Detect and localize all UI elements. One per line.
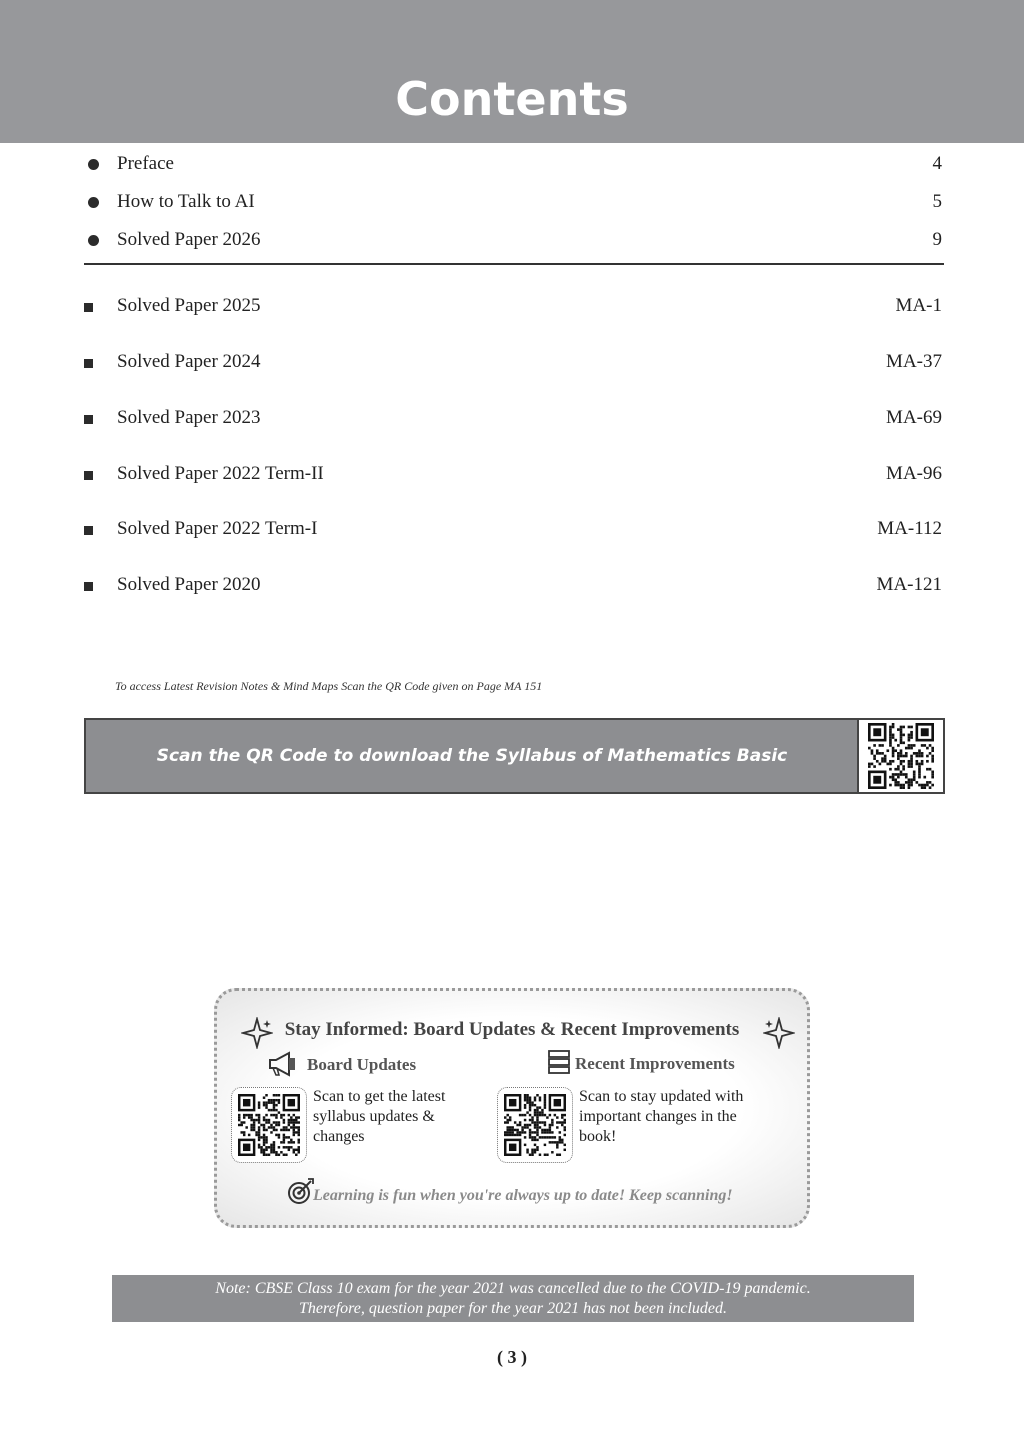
syllabus-banner-text: Scan the QR Code to download the Syllabus of Mathematics Basic [156, 746, 788, 766]
bullet-square-icon [84, 359, 93, 368]
toc-item-preface[interactable] [84, 153, 944, 183]
toc-item-solved-paper-2026[interactable] [84, 229, 944, 259]
syllabus-qr-code[interactable] [857, 720, 943, 792]
qr-code-icon [238, 1094, 300, 1156]
toc-item-label: Solved Paper 2023 [117, 407, 261, 428]
description-line: Scan to stay updated with [579, 1088, 744, 1105]
toc-item-page: 5 [932, 191, 942, 212]
description-line: Scan to get the latest [313, 1088, 446, 1105]
page-number: ( 3 ) [497, 1347, 527, 1367]
target-icon [287, 1177, 315, 1205]
toc-item-paper-2022-term-2[interactable] [84, 463, 944, 493]
toc-item-label: Solved Paper 2022 Term-II [117, 463, 324, 484]
description-line: book! [579, 1128, 617, 1145]
toc-item-label: Solved Paper 2024 [117, 351, 261, 372]
bullet-square-icon [84, 471, 93, 480]
bullet-dot-icon [88, 159, 99, 170]
bullet-dot-icon [88, 197, 99, 208]
bullet-dot-icon [88, 235, 99, 246]
syllabus-qr-banner [84, 718, 945, 794]
description-line: syllabus updates & [313, 1108, 435, 1125]
updates-box-footer: Learning is fun when you're always up to date! Keep scanning! [313, 1187, 733, 1204]
toc-item-paper-2024[interactable] [84, 351, 944, 381]
toc-item-page: MA-121 [876, 574, 942, 595]
bullet-square-icon [84, 582, 93, 591]
covid-note-banner [112, 1275, 914, 1322]
updates-box-title: Stay Informed: Board Updates & Recent Improvements [284, 1019, 740, 1040]
toc-item-label: Solved Paper 2026 [117, 229, 261, 250]
sparkle-icon [763, 1017, 795, 1049]
recent-improvements-qr-code[interactable] [497, 1087, 573, 1163]
updates-info-box [214, 988, 810, 1228]
toc-item-page: 4 [932, 153, 942, 174]
megaphone-icon [267, 1051, 299, 1077]
bullet-square-icon [84, 415, 93, 424]
toc-item-page: MA-112 [877, 518, 942, 539]
description-line: important changes in the [579, 1108, 737, 1125]
revision-notes-note: To access Latest Revision Notes & Mind Maps Scan the QR Code given on Page MA 151 [115, 679, 543, 693]
toc-item-how-to-talk-to-ai[interactable] [84, 191, 944, 221]
toc-item-paper-2022-term-1[interactable] [84, 518, 944, 548]
qr-code-icon [868, 723, 934, 789]
board-updates-description [313, 1087, 445, 1147]
bullet-square-icon [84, 303, 93, 312]
toc-item-page: 9 [932, 229, 942, 250]
note-line: Therefore, question paper for the year 2021 has not been included. [298, 1300, 728, 1317]
note-line: Note: CBSE Class 10 exam for the year 2021 was cancelled due to the COVID-19 pandemic. [215, 1280, 811, 1297]
board-updates-qr-code[interactable] [231, 1087, 307, 1163]
board-updates-heading: Board Updates [307, 1055, 417, 1074]
books-icon [547, 1049, 571, 1075]
toc-item-label: Solved Paper 2022 Term-I [117, 518, 318, 539]
bullet-square-icon [84, 526, 93, 535]
toc-item-label: How to Talk to AI [117, 191, 255, 212]
toc-item-page: MA-96 [886, 463, 942, 484]
section-divider [84, 263, 944, 265]
toc-item-page: MA-69 [886, 407, 942, 428]
page-title: Contents [395, 72, 629, 126]
recent-improvements-heading: Recent Improvements [575, 1054, 735, 1073]
toc-item-page: MA-1 [895, 295, 942, 316]
header-bar [0, 0, 1024, 143]
toc-item-paper-2023[interactable] [84, 407, 944, 437]
toc-item-paper-2020[interactable] [84, 574, 944, 604]
toc-item-paper-2025[interactable] [84, 295, 944, 325]
description-line: changes [313, 1128, 365, 1145]
recent-improvements-description [579, 1087, 743, 1147]
qr-code-icon [504, 1094, 566, 1156]
toc-item-page: MA-37 [886, 351, 942, 372]
toc-item-label: Solved Paper 2020 [117, 574, 261, 595]
toc-item-label: Preface [117, 153, 174, 174]
toc-item-label: Solved Paper 2025 [117, 295, 261, 316]
